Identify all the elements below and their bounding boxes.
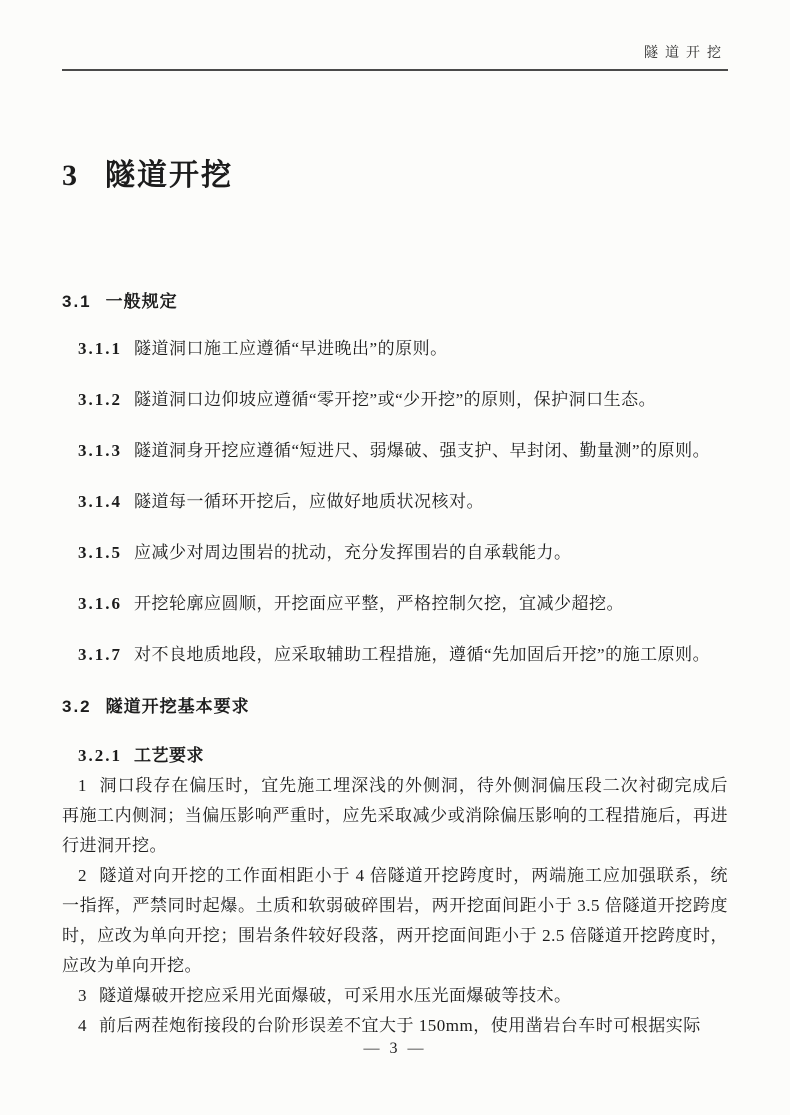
clause-3-1-2 bbox=[62, 385, 728, 415]
paragraph-number: 2 bbox=[78, 866, 87, 885]
paragraph-text: 前后两茬炮衔接段的台阶形误差不宜大于 150mm，使用凿岩台车时可根据实际 bbox=[99, 1016, 701, 1035]
clause-number: 3.1.3 bbox=[78, 441, 122, 460]
paragraph-text: 隧道对向开挖的工作面相距小于 4 倍隧道开挖跨度时，两端施工应加强联系，统一指挥，严禁同时起爆。土质和软弱破碎围岩，两开挖面间距小于 3.5 倍隧道开挖跨度时，应改为单向开挖；围岩条件较好段落，两开挖面间距小于 2.5 倍隧道开挖跨度时，应改为单向开挖。 bbox=[62, 866, 728, 975]
clause-3-1-5 bbox=[62, 538, 728, 568]
clause-3-1-6 bbox=[62, 589, 728, 619]
clause-3-1-1 bbox=[62, 334, 728, 364]
page-number: — 3 — bbox=[363, 1040, 427, 1057]
paragraph-number: 4 bbox=[78, 1016, 87, 1035]
section-number: 3.2 bbox=[62, 697, 92, 716]
paragraph-number: 1 bbox=[78, 776, 87, 795]
paragraph-number: 3 bbox=[78, 986, 87, 1005]
paragraph-text: 洞口段存在偏压时，宜先施工埋深浅的外侧洞，待外侧洞偏压段二次衬砌完成后再施工内侧洞；当偏压影响严重时，应先采取减少或消除偏压影响的工程措施后，再进行进洞开挖。 bbox=[62, 776, 728, 855]
clause-text: 对不良地质地段，应采取辅助工程措施，遵循“先加固后开挖”的施工原则。 bbox=[134, 645, 711, 664]
section-heading-3-1 bbox=[62, 291, 728, 313]
chapter-title bbox=[62, 155, 728, 197]
clause-text: 隧道洞口边仰坡应遵循“零开挖”或“少开挖”的原则，保护洞口生态。 bbox=[134, 390, 657, 409]
section-heading-3-2 bbox=[62, 696, 728, 718]
paragraph-2 bbox=[62, 861, 728, 981]
clause-text: 应减少对周边围岩的扰动，充分发挥围岩的自承载能力。 bbox=[134, 543, 572, 562]
clause-number: 3.1.5 bbox=[78, 543, 122, 562]
paragraph-3 bbox=[62, 981, 728, 1011]
running-header-title: 隧道开挖 bbox=[644, 46, 728, 61]
clause-number: 3.1.4 bbox=[78, 492, 122, 511]
section-number: 3.1 bbox=[62, 292, 92, 311]
clause-text: 隧道洞口施工应遵循“早进晚出”的原则。 bbox=[134, 339, 448, 358]
clause-text: 隧道每一循环开挖后，应做好地质状况核对。 bbox=[134, 492, 484, 511]
paragraph-text: 隧道爆破开挖应采用光面爆破，可采用水压光面爆破等技术。 bbox=[99, 986, 572, 1005]
clause-3-1-3 bbox=[62, 436, 728, 466]
subsection-title: 工艺要求 bbox=[134, 746, 204, 765]
clause-number: 3.1.7 bbox=[78, 645, 122, 664]
clause-number: 3.1.2 bbox=[78, 390, 122, 409]
subsection-heading-3-2-1 bbox=[62, 741, 728, 771]
section-title: 隧道开挖基本要求 bbox=[105, 697, 250, 716]
clause-number: 3.1.1 bbox=[78, 339, 122, 358]
clause-text: 开挖轮廓应圆顺，开挖面应平整，严格控制欠挖，宜减少超挖。 bbox=[134, 594, 624, 613]
clause-3-1-7 bbox=[62, 640, 728, 670]
clause-3-1-4 bbox=[62, 487, 728, 517]
header-rule bbox=[62, 69, 728, 71]
paragraph-1 bbox=[62, 771, 728, 861]
running-header bbox=[62, 0, 728, 62]
clause-number: 3.1.6 bbox=[78, 594, 122, 613]
section-title: 一般规定 bbox=[105, 292, 178, 311]
chapter-title-text: 隧道开挖 bbox=[105, 159, 233, 192]
paragraph-4 bbox=[62, 1011, 728, 1041]
chapter-number: 3 bbox=[62, 159, 79, 192]
subsection-number: 3.2.1 bbox=[78, 746, 122, 765]
clause-text: 隧道洞身开挖应遵循“短进尺、弱爆破、强支护、早封闭、勤量测”的原则。 bbox=[134, 441, 711, 460]
